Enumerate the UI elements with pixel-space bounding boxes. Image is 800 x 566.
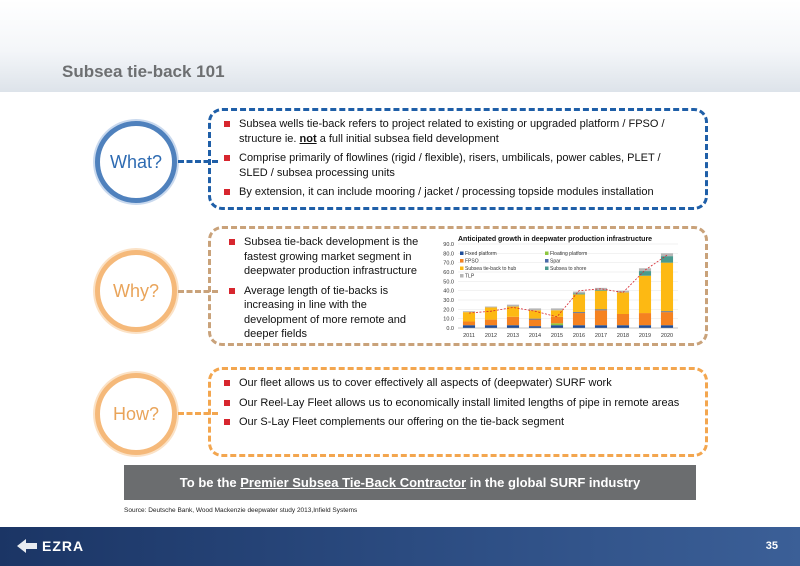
x-tick-label: 2017 xyxy=(594,333,608,339)
bar-segment xyxy=(639,313,651,325)
bar-segment xyxy=(507,325,519,328)
legend-label: FPSO xyxy=(465,258,479,265)
x-tick-label: 2020 xyxy=(660,333,674,339)
bar-segment xyxy=(661,253,673,256)
bar-segment xyxy=(485,325,497,328)
bar-segment xyxy=(529,319,541,320)
x-tick-label: 2015 xyxy=(550,333,564,339)
y-tick-label: 0.0 xyxy=(446,326,454,332)
bar-segment xyxy=(617,325,629,328)
ezra-logo-icon xyxy=(16,538,38,554)
y-tick-label: 80.0 xyxy=(443,251,454,258)
what-bullets xyxy=(222,117,692,205)
bar-segment xyxy=(661,312,673,325)
how-bullets xyxy=(222,376,692,435)
bar-segment xyxy=(551,325,563,328)
bar-segment xyxy=(573,312,585,313)
bar-segment xyxy=(595,291,607,310)
bar-segment xyxy=(551,317,563,324)
legend-label: Spar xyxy=(550,258,561,265)
what-bullet-1: Subsea wells tie-back refers to project related to existing or upgraded platform / FPSO / structure ie. not a full initial subsea field development xyxy=(222,117,692,146)
bar-segment xyxy=(463,312,475,321)
what-circle xyxy=(95,121,177,203)
production-chart xyxy=(432,230,682,342)
legend-label: TLP xyxy=(465,273,475,280)
bar-segment xyxy=(595,309,607,310)
bar-segment xyxy=(661,256,673,263)
what-bullet-3: By extension, it can include mooring / jacket / processing topside modules installation xyxy=(222,185,692,200)
why-circle xyxy=(95,250,177,332)
bar-segment xyxy=(617,293,629,314)
legend-swatch xyxy=(545,259,549,263)
bar-segment xyxy=(595,310,607,325)
bar-segment xyxy=(485,307,497,308)
why-bullet-1: Subsea tie-back development is the fastest growing market segment in deepwater production infrastructure xyxy=(227,235,419,279)
what-label: What? xyxy=(109,151,163,172)
how-bullet-3: Our S-Lay Fleet complements our offering on the tie-back segment xyxy=(222,415,692,430)
why-bullets xyxy=(227,235,419,347)
bar-segment xyxy=(573,313,585,325)
legend-swatch xyxy=(460,274,464,278)
x-tick-label: 2011 xyxy=(463,333,475,339)
bar-segment xyxy=(573,292,585,294)
bar-segment xyxy=(463,321,475,325)
footer-bar xyxy=(0,527,800,566)
y-tick-label: 60.0 xyxy=(443,270,454,276)
legend-swatch xyxy=(460,252,464,256)
why-bullet-2: Average length of tie-backs is increasing in line with the development of more remote and deeper fields xyxy=(227,284,419,342)
bar-segment xyxy=(661,263,673,312)
y-tick-label: 10.0 xyxy=(443,316,454,323)
y-tick-label: 30.0 xyxy=(443,298,454,304)
y-tick-label: 90.0 xyxy=(443,242,454,248)
source-note: Source: Deutsche Bank, Wood Mackenzie deepwater study 2013,Infield Systems xyxy=(124,507,358,514)
bar-segment xyxy=(463,311,475,312)
legend-swatch xyxy=(545,267,549,271)
bar-segment xyxy=(639,276,651,313)
bar-segment xyxy=(639,325,651,328)
x-tick-label: 2016 xyxy=(572,333,586,339)
how-bullet-2: Our Reel-Lay Fleet allows us to economically install limited lengths of pipe in remote areas xyxy=(222,396,692,411)
legend-swatch xyxy=(545,252,549,256)
bar-segment xyxy=(507,305,519,307)
bar-segment xyxy=(661,325,673,328)
bar-segment xyxy=(485,320,497,326)
legend-swatch xyxy=(460,267,464,271)
x-tick-label: 2013 xyxy=(506,333,520,339)
y-tick-label: 50.0 xyxy=(443,279,454,286)
bar-segment xyxy=(551,308,563,310)
legend-label: Subsea tie-back to hub xyxy=(465,266,517,272)
bar-segment xyxy=(617,314,629,325)
what-bullet-2: Comprise primarily of flowlines (rigid / flexible), risers, umbilicals, power cables, PLET / SLED / subsea processing units xyxy=(222,151,692,180)
bar-segment xyxy=(529,320,541,327)
bar-segment xyxy=(595,325,607,328)
y-tick-label: 70.0 xyxy=(443,260,454,267)
why-label: Why? xyxy=(112,280,159,301)
bar-segment xyxy=(573,294,585,312)
x-tick-label: 2018 xyxy=(616,333,630,339)
logo-text: EZRA xyxy=(42,538,85,554)
page-number: 35 xyxy=(765,540,778,552)
legend-swatch xyxy=(460,259,464,263)
bar-segment xyxy=(485,307,497,319)
bar-segment xyxy=(529,308,541,310)
how-label: How? xyxy=(112,403,160,424)
trend-line xyxy=(469,255,667,317)
tagline-banner xyxy=(124,465,696,500)
bar-segment xyxy=(639,271,651,276)
chart-title: Anticipated growth in deepwater production infrastructure xyxy=(458,236,653,243)
x-tick-label: 2012 xyxy=(484,333,498,339)
how-bullet-1: Our fleet allows us to cover effectively all aspects of (deepwater) SURF work xyxy=(222,376,692,391)
bar-segment xyxy=(463,325,475,328)
tagline-text: To be the Premier Subsea Tie-Back Contractor in the global SURF industry xyxy=(179,475,641,490)
bar-segment xyxy=(661,311,673,312)
y-tick-label: 40.0 xyxy=(443,288,454,295)
how-circle xyxy=(95,373,177,455)
bar-segment xyxy=(551,323,563,325)
legend-label: Fixed platform xyxy=(465,251,497,257)
bar-segment xyxy=(595,290,607,291)
bar-segment xyxy=(573,325,585,328)
x-tick-label: 2014 xyxy=(528,333,542,339)
bar-segment xyxy=(507,317,519,325)
company-logo xyxy=(16,538,84,554)
page-title: Subsea tie-back 101 xyxy=(62,62,225,81)
legend-label: Floating platform xyxy=(550,251,588,257)
x-tick-label: 2019 xyxy=(638,333,652,339)
legend-label: Subsea to shore xyxy=(550,266,587,272)
bar-segment xyxy=(573,293,585,294)
y-tick-label: 20.0 xyxy=(443,307,454,314)
